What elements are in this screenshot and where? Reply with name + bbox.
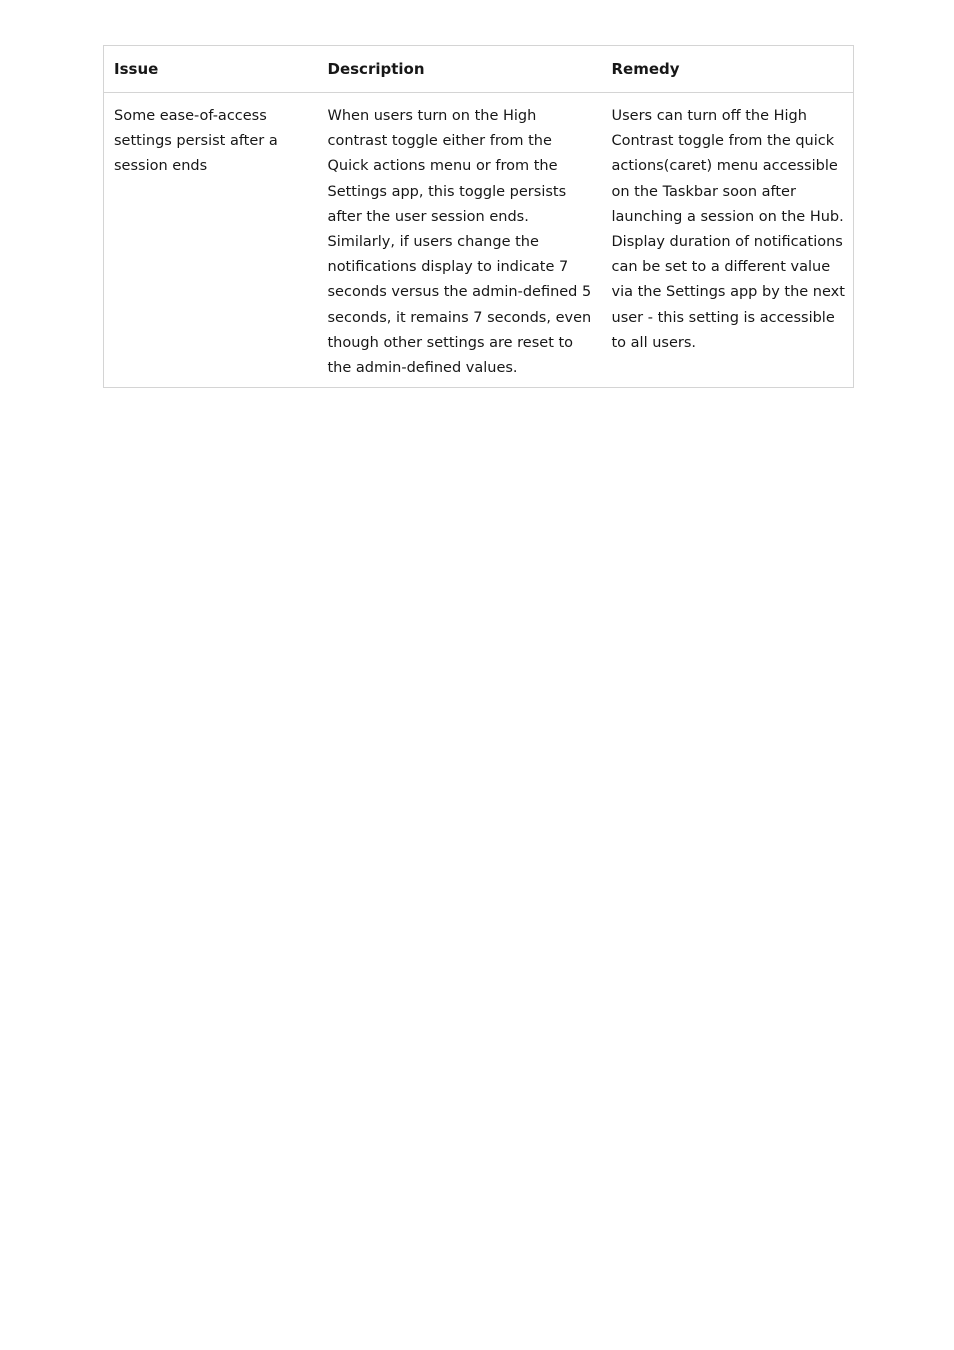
issue-cell: Some ease-of-access settings persist after a session ends — [114, 108, 278, 175]
table-row — [104, 93, 854, 388]
table-header-row — [104, 46, 854, 93]
description-cell: When users turn on the High contrast toggle either from the Quick actions menu or from the Settings app, this toggle persists after the user session ends. Similarly, if users change the notifications display to indicate 7 seconds versus the admin-defined 5 seconds, it remains 7 seconds, even though other settings are reset to the admin-defined values. — [327, 108, 592, 377]
issues-table — [103, 45, 854, 388]
column-header-description: Description — [318, 46, 602, 93]
column-header-issue: Issue — [104, 46, 318, 93]
column-header-remedy: Remedy — [602, 46, 854, 93]
remedy-cell: Users can turn off the High Contrast toggle from the quick actions(caret) menu accessible on the Taskbar soon after launching a session on the Hub. Display duration of notifications can be set to a different value via the Settings app by the next user - this setting is accessible to all users. — [611, 108, 845, 351]
